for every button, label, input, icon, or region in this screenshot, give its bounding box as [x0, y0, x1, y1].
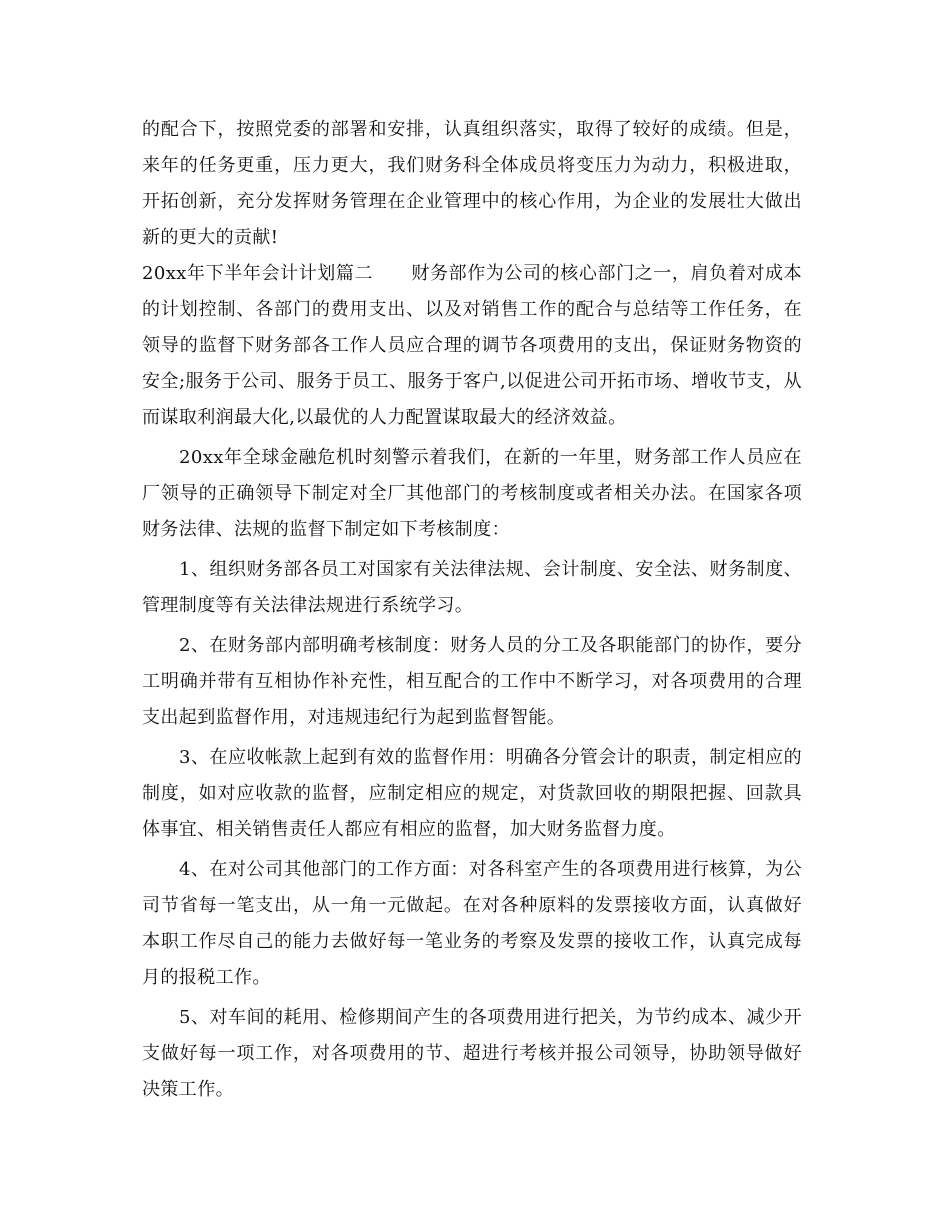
list-item-4: 4、在对公司其他部门的工作方面：对各科室产生的各项费用进行核算，为公司节省每一笔支出，从一角一元做起。在对各种原料的发票接收方面，认真做好本职工作尽自己的能力去做好每一笔业务的考察及发票的接收工作，认真完成每月的报税工作。: [142, 859, 802, 988]
section-title: 20xx年下半年会计计划篇二: [142, 263, 374, 284]
section-heading-paragraph: [142, 256, 802, 436]
paragraph-continuation: 的配合下，按照党委的部署和安排，认真组织落实，取得了较好的成绩。但是，来年的任务更重，压力更大，我们财务科全体成员将变压力为动力，积极进取，开拓创新，充分发挥财务管理在企业管理中的核心作用，为企业的发展壮大做出新的更大的贡献!: [142, 119, 802, 248]
document-page: [142, 112, 802, 1108]
list-item-5: 5、对车间的耗用、检修期间产生的各项费用进行把关，为节约成本、减少开支做好每一项工作，对各项费用的节、超进行考核并报公司领导，协助领导做好决策工作。: [142, 1007, 802, 1100]
list-item-2: 2、在财务部内部明确考核制度：财务人员的分工及各职能部门的协作，要分工明确并带有互相协作补充性，相互配合的工作中不断学习，对各项费用的合理支出起到监督作用，对违规违纪行为起到监督智能。: [142, 635, 802, 728]
list-item-3: 3、在应收帐款上起到有效的监督作用：明确各分管会计的职责，制定相应的制度，如对应收款的监督，应制定相应的规定，对货款回收的期限把握、回款具体事宜、相关销售责任人都应有相应的监督，加大财务监督力度。: [142, 747, 802, 840]
section-intro-text: 财务部作为公司的核心部门之一，肩负着对成本的计划控制、各部门的费用支出、以及对销售工作的配合与总结等工作任务，在领导的监督下财务部各工作人员应合理的调节各项费用的支出，保证财务物资的安全;服务于公司、服务于员工、服务于客户,以促进公司开拓市场、增收节支，从而谋取利润最大化,以最优的人力配置谋取最大的经济效益。: [142, 263, 802, 428]
list-item-1: 1、组织财务部各员工对国家有关法律法规、会计制度、安全法、财务制度、管理制度等有关法律法规进行系统学习。: [142, 559, 802, 616]
paragraph-financial-crisis: 20xx年全球金融危机时刻警示着我们，在新的一年里，财务部工作人员应在厂领导的正确领导下制定对全厂其他部门的考核制度或者相关办法。在国家各项财务法律、法规的监督下制定如下考核制度：: [142, 447, 802, 540]
